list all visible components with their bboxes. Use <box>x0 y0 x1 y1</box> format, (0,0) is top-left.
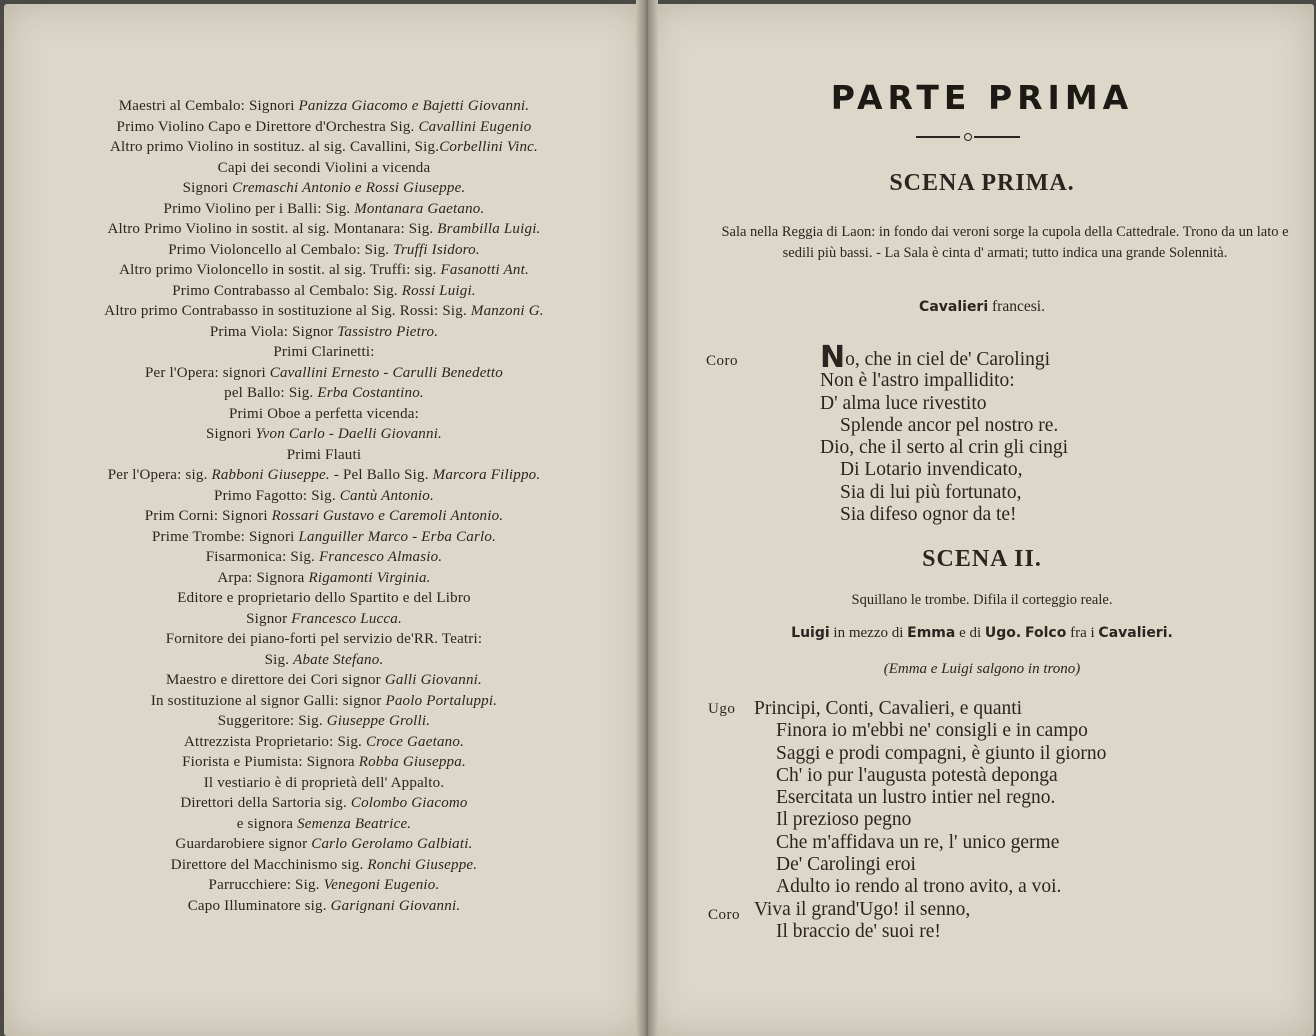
credit-names: Marcora Filippo. <box>432 467 541 483</box>
credit-role: Primi Oboe a perfetta vicenda: <box>228 405 420 422</box>
credit-role: Fiorista e Piumista: Signora <box>182 754 359 770</box>
credit-line <box>4 875 644 896</box>
stage-direction-2 <box>650 625 1314 642</box>
character-emma: Emma <box>907 625 956 641</box>
credit-line <box>4 178 644 199</box>
stage-direction-3: (Emma e Luigi salgono in trono) <box>883 661 1081 677</box>
verse-line: Saggi e prodi compagni, è giunto il giorno <box>776 742 1107 764</box>
verse-line: De' Carolingi eroi <box>776 854 916 876</box>
credit-names: Francesco Lucca. <box>291 610 402 627</box>
credit-line <box>4 896 644 917</box>
credit-names: Erba Costantino. <box>317 385 424 401</box>
credit-line <box>4 445 644 466</box>
credit-line <box>4 588 644 609</box>
credit-line <box>4 465 644 486</box>
drop-cap: N <box>820 340 846 375</box>
verse-line: Di Lotario invendicato, <box>840 459 1023 481</box>
credits-list <box>4 96 644 916</box>
credit-line <box>4 96 644 117</box>
credit-names: Carlo Gerolamo Galbiati. <box>311 836 473 852</box>
credit-role: Parrucchiere: Sig. <box>208 877 324 893</box>
credit-line <box>4 629 644 650</box>
right-page <box>650 4 1314 1036</box>
credit-line <box>4 486 644 507</box>
credit-role: Signori <box>205 426 256 442</box>
credit-role: Capi dei secondi Violini a vicenda <box>217 159 431 176</box>
credit-role: Signori <box>182 180 233 196</box>
credit-line <box>4 199 644 220</box>
credit-names: Cremaschi Antonio e Rossi Giuseppe. <box>232 180 466 196</box>
credit-role: Sig. <box>264 651 294 668</box>
credit-line <box>4 404 644 425</box>
credit-line <box>4 732 644 753</box>
stage-text: e di <box>955 625 985 641</box>
ugo-verse <box>754 698 1106 899</box>
credit-names: Manzoni G. <box>470 303 544 319</box>
scene-1-title: SCENA PRIMA. <box>889 170 1075 196</box>
credit-role: Primo Violino per i Balli: Sig. <box>163 200 355 217</box>
credit-role: Capo Illuminatore sig. <box>187 897 331 914</box>
credit-names: Panizza Giacomo e Bajetti Giovanni. <box>298 98 530 114</box>
credit-names: Brambilla Luigi. <box>437 221 541 237</box>
credit-names: Languiller Marco - Erba Carlo. <box>298 528 497 545</box>
credit-names: Rigamonti Virginia. <box>308 569 431 586</box>
credit-names: Robba Giuseppa. <box>358 754 466 770</box>
credit-role: Arpa: Signora <box>217 569 309 586</box>
speaker-ugo: Ugo <box>708 701 736 717</box>
verse-line: Principi, Conti, Cavalieri, e quanti <box>754 698 1023 719</box>
verse-line: Che m'affidava un re, l' unico germe <box>776 831 1060 853</box>
credit-names: Corbellini Vinc. <box>439 139 538 155</box>
credit-line <box>4 773 644 794</box>
credit-names: Yvon Carlo - Daelli Giovanni. <box>255 426 443 442</box>
credit-role: Fisarmonica: Sig. <box>205 549 319 565</box>
credit-names: Cavallini Ernesto - Carulli Benedetto <box>269 364 503 381</box>
credit-line <box>4 506 644 527</box>
credit-role: Primi Flauti <box>286 446 362 463</box>
scene-2-title: SCENA II. <box>922 546 1042 572</box>
characters-rest: francesi. <box>988 298 1045 315</box>
stage-text: in mezzo di <box>829 625 908 641</box>
credit-names: Garignani Giovanni. <box>330 897 461 914</box>
credit-names: Semenza Beatrice. <box>297 815 412 832</box>
credit-line <box>4 240 644 261</box>
credit-line <box>4 670 644 691</box>
credit-names: Cantù Antonio. <box>339 487 434 504</box>
ornamental-divider <box>916 135 1020 139</box>
part-title: PARTE PRIMA <box>830 78 1134 117</box>
speaker-coro: Coro <box>706 353 738 369</box>
credit-names: Rossari Gustavo e Caremoli Antonio. <box>271 508 504 524</box>
stage-direction-1: Squillano le trombe. Difila il corteggio reale. <box>851 592 1113 608</box>
credit-role: Direttore del Macchinismo sig. <box>170 856 368 873</box>
credit-role: Per l'Opera: signori <box>144 364 270 381</box>
character-cavalieri: Cavalieri. <box>1098 625 1173 641</box>
verse-line: Non è l'astro impallidito: <box>820 370 1015 392</box>
credit-role: Signor <box>246 610 292 627</box>
credit-line <box>4 117 644 138</box>
credit-line <box>4 158 644 179</box>
credit-line <box>4 527 644 548</box>
credit-role: In sostituzione al signor Galli: signor <box>150 692 386 709</box>
credit-names: Giuseppe Grolli. <box>326 713 431 729</box>
credit-role: Attrezzista Proprietario: Sig. <box>183 733 366 750</box>
credit-role: Fornitore dei piano-forti pel servizio de'RR. Teatri: <box>165 631 483 647</box>
verse-line: No, che in ciel de' Carolingi <box>820 340 1051 375</box>
credit-role: Editore e proprietario dello Spartito e del Libro <box>177 590 471 606</box>
credit-role: pel Ballo: Sig. <box>224 385 318 401</box>
credit-names: Rossi Luigi. <box>401 282 476 299</box>
scene-1-description: Sala nella Reggia di Laon: in fondo dai veroni sorge la cupola della Cattedrale. Trono da un lato e sedili più bassi. - La Sala è cinta d' armati; tutto indica una grande Solennità. <box>721 224 1289 261</box>
credit-line <box>4 855 644 876</box>
scene-1-characters <box>650 298 1314 316</box>
credit-line <box>4 793 644 814</box>
character-folco: Folco <box>1025 625 1067 641</box>
credit-line <box>4 137 644 158</box>
credit-line <box>4 260 644 281</box>
credit-role: Altro primo Contrabasso in sostituzione al Sig. Rossi: Sig. <box>104 303 471 319</box>
credit-line <box>4 691 644 712</box>
verse-line: Splende ancor pel nostro re. <box>840 414 1059 436</box>
credit-line <box>4 342 644 363</box>
credit-line <box>4 752 644 773</box>
credit-role: Primo Violino Capo e Direttore d'Orchestra Sig. <box>116 118 419 135</box>
credit-names: Paolo Portaluppi. <box>385 692 498 709</box>
credit-line <box>4 424 644 445</box>
verse-line: Finora io m'ebbi ne' consigli e in campo <box>776 720 1088 742</box>
credit-role: Il vestiario è di proprietà dell' Appalto. <box>203 774 445 791</box>
credit-names: Abate Stefano. <box>293 651 384 668</box>
credit-role: Per l'Opera: sig. <box>107 467 212 483</box>
credit-role: Primi Clarinetti: <box>273 344 375 360</box>
credit-role: Altro primo Violoncello in sostit. al sig. Truffi: sig. <box>119 262 441 278</box>
credit-names: Cavallini Eugenio <box>418 118 532 135</box>
book-gutter <box>636 0 658 1036</box>
credit-role: Guardarobiere signor <box>175 836 312 852</box>
credit-names: Ronchi Giuseppe. <box>367 856 478 873</box>
verse-line: Adulto io rendo al trono avito, a voi. <box>776 876 1062 898</box>
credit-names: Galli Giovanni. <box>384 672 482 688</box>
verse-line: Ch' io pur l'augusta potestà deponga <box>776 764 1058 786</box>
credit-line <box>4 814 644 835</box>
character-luigi: Luigi <box>791 625 830 641</box>
verse-line: Viva il grand'Ugo! il senno, <box>754 899 971 920</box>
credit-names: Venegoni Eugenio. <box>323 877 440 893</box>
credit-line <box>4 383 644 404</box>
verse-line: Esercitata un lustro intier nel regno. <box>776 787 1056 809</box>
credit-role: e signora <box>236 815 298 832</box>
character-ugo: Ugo. <box>984 625 1022 641</box>
credit-names: Croce Gaetano. <box>365 733 465 750</box>
credit-names: Fasanotti Ant. <box>440 262 529 278</box>
verse-line: Il prezioso pegno <box>776 809 912 831</box>
credit-line <box>4 547 644 568</box>
verse-line: Dio, che il serto al crin gli cingi <box>820 437 1069 459</box>
credit-role: Maestri al Cembalo: Signori <box>118 98 299 114</box>
credit-line <box>4 711 644 732</box>
credit-line <box>4 301 644 322</box>
left-page <box>4 4 644 1036</box>
credit-role: Primo Violoncello al Cembalo: Sig. <box>168 241 394 258</box>
credit-names: Truffi Isidoro. <box>393 241 480 258</box>
credit-role: Altro Primo Violino in sostit. al sig. Montanara: Sig. <box>107 221 438 237</box>
credit-line <box>4 568 644 589</box>
credit-role: Maestro e direttore dei Cori signor <box>166 672 385 688</box>
credit-names: Tassistro Pietro. <box>337 323 439 340</box>
credit-names: Francesco Almasio. <box>318 549 443 565</box>
credit-line <box>4 219 644 240</box>
credit-role: - Pel Ballo Sig. <box>329 467 433 483</box>
credit-role: Prima Viola: Signor <box>209 323 338 340</box>
credit-role: Direttori della Sartoria sig. <box>180 795 351 811</box>
credit-role: Primo Contrabasso al Cembalo: Sig. <box>172 282 402 299</box>
credit-names: Montanara Gaetano. <box>354 200 485 217</box>
coro-2-verse <box>754 899 970 944</box>
credit-line <box>4 650 644 671</box>
credit-role: Prim Corni: Signori <box>144 508 272 524</box>
speaker-coro-2: Coro <box>708 907 740 923</box>
credit-line <box>4 322 644 343</box>
verse-line: Il braccio de' suoi re! <box>776 921 941 943</box>
credit-line <box>4 281 644 302</box>
verse-line: Sia di lui più fortunato, <box>840 481 1022 503</box>
verse-line: Sia difeso ognor da te! <box>840 504 1017 526</box>
credit-role: Suggeritore: Sig. <box>217 713 327 729</box>
credit-names: Rabboni Giuseppe. <box>211 467 330 483</box>
credit-role: Altro primo Violino in sostituz. al sig. Cavallini, Sig. <box>110 139 440 155</box>
credit-role: Primo Fagotto: Sig. <box>214 487 340 504</box>
characters-bold: Cavalieri <box>919 299 989 315</box>
credit-line <box>4 834 644 855</box>
credit-line <box>4 363 644 384</box>
coro-verse <box>820 340 1069 526</box>
credit-line <box>4 609 644 630</box>
verse-line: D' alma luce rivestito <box>820 392 987 414</box>
credit-role: Prime Trombe: Signori <box>151 528 299 545</box>
credit-names: Colombo Giacomo <box>350 795 468 811</box>
stage-text: fra i <box>1066 625 1099 641</box>
